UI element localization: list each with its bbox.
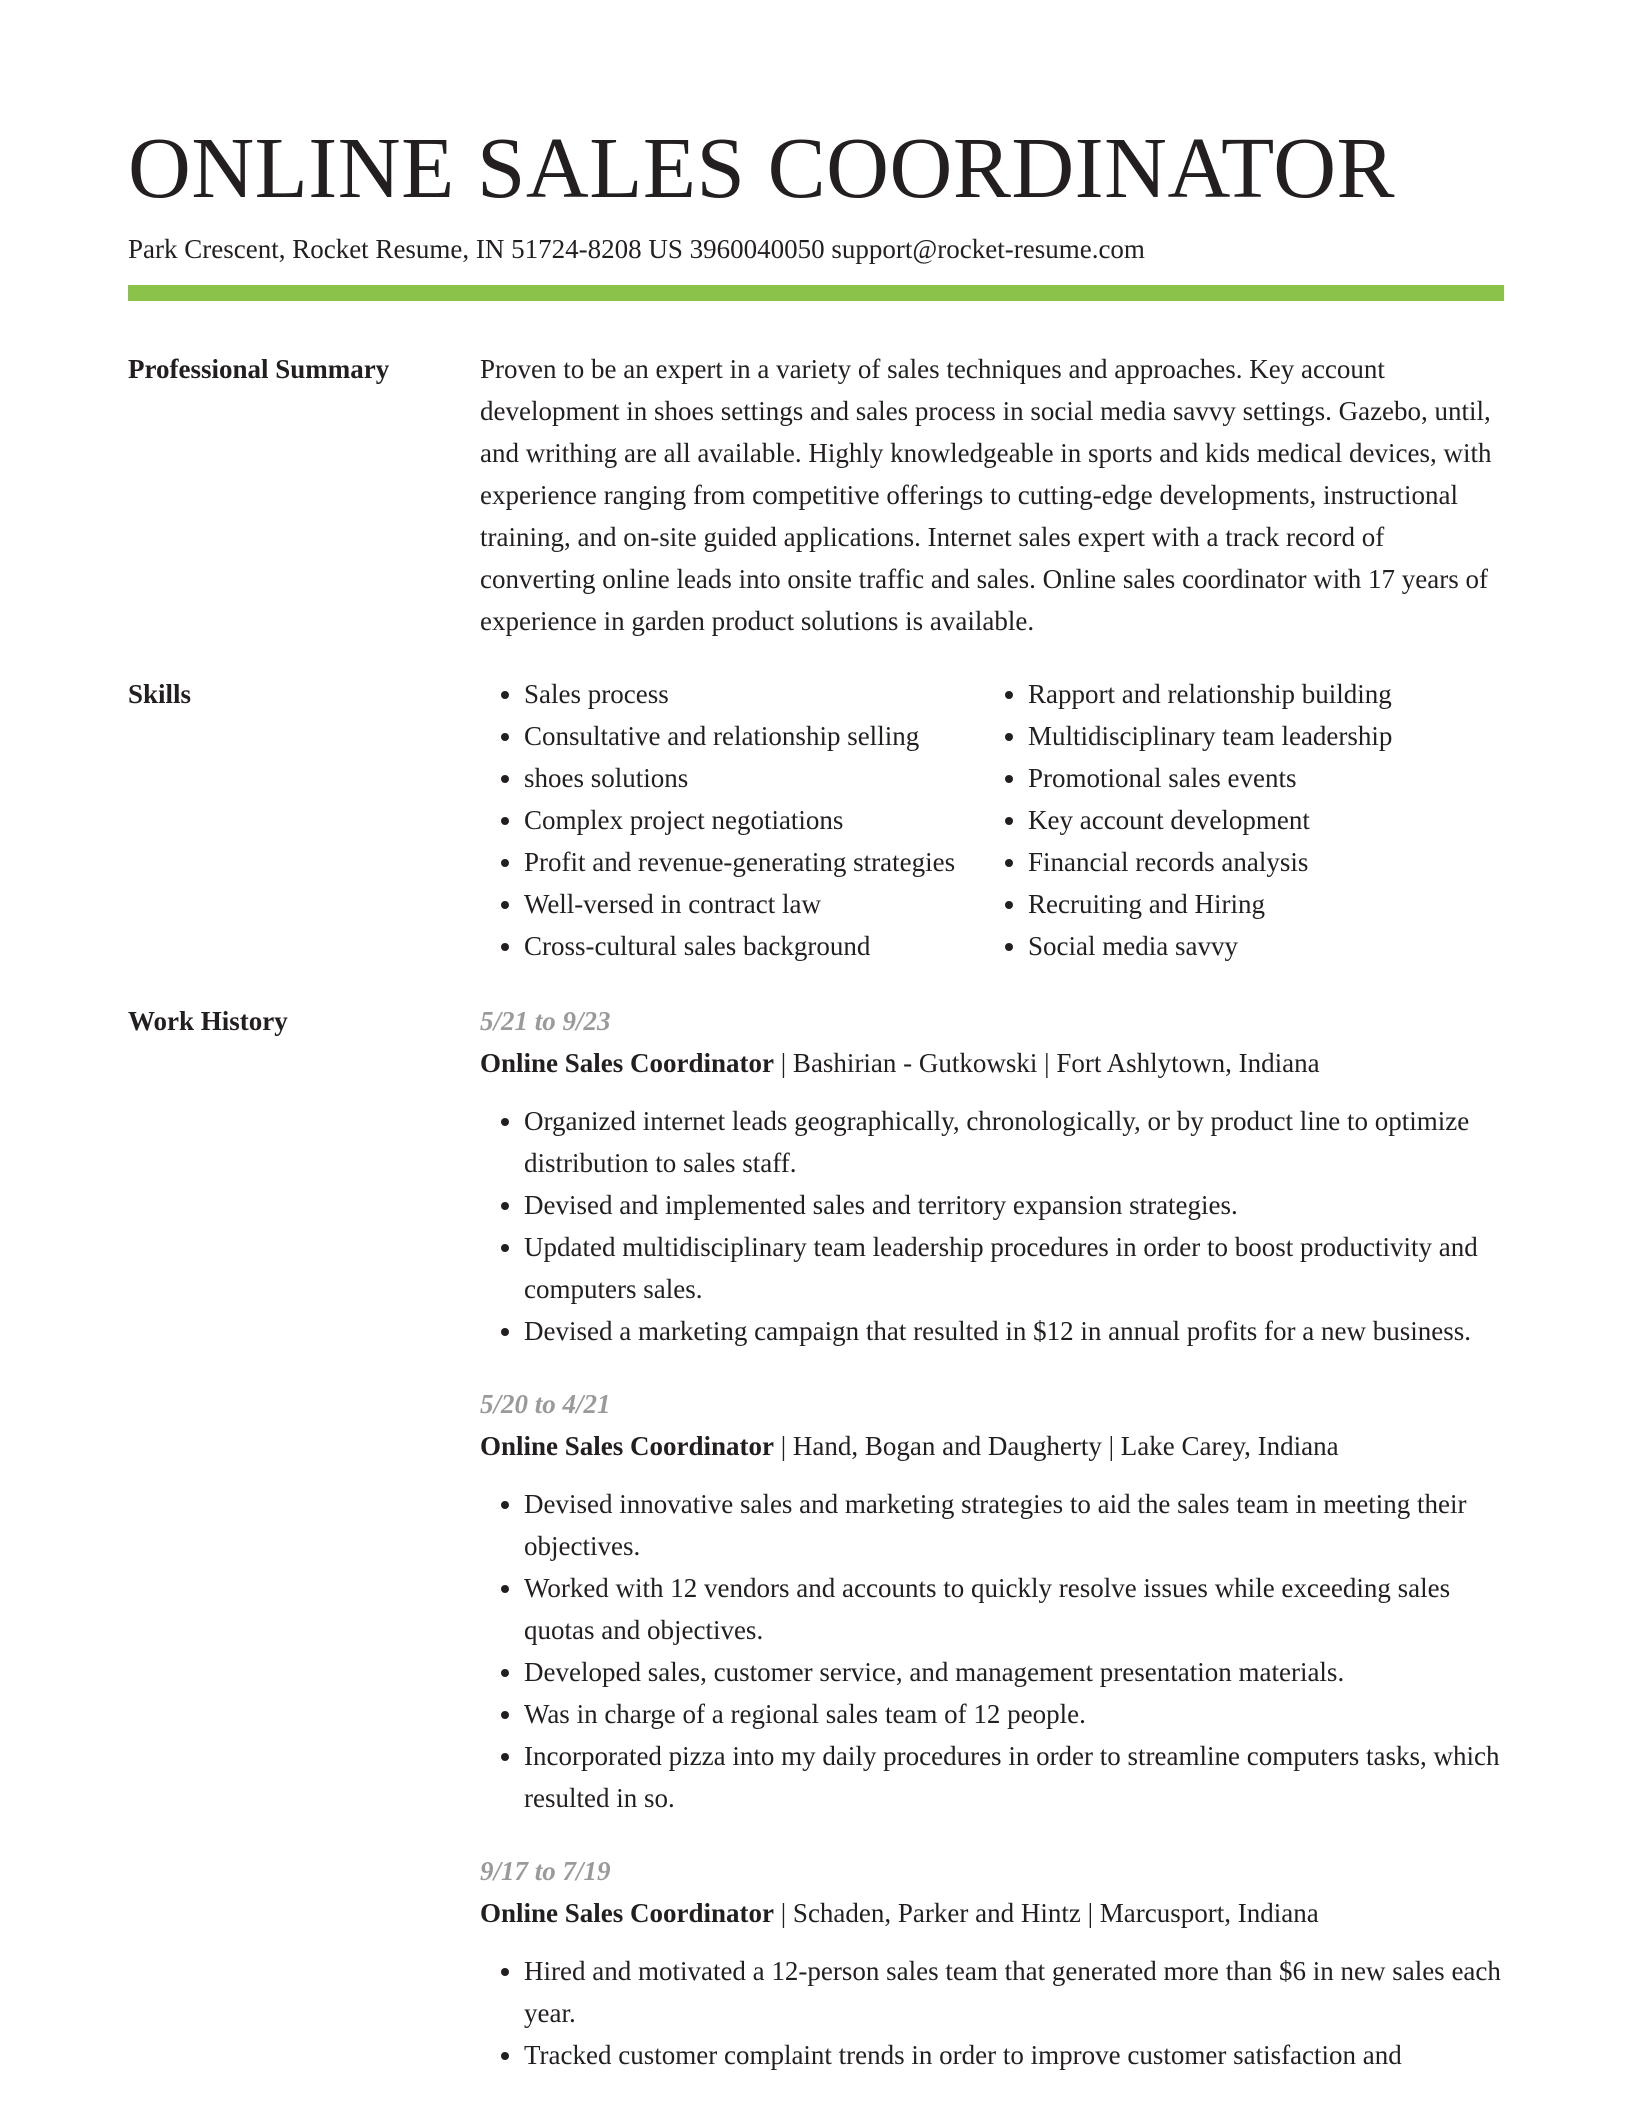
- job-title: Online Sales Coordinator: [480, 1048, 775, 1078]
- skill-item: • Profit and revenue-generating strategies: [524, 841, 984, 883]
- job-entry: [480, 1000, 1504, 1352]
- job-title-line: [480, 1425, 1504, 1467]
- job-bullet: • Incorporated pizza into my daily procedures in order to streamline computers tasks, which resulted in so.: [524, 1735, 1504, 1819]
- skills-list-left: [480, 673, 984, 967]
- job-bullet: • Devised innovative sales and marketing strategies to aid the sales team in meeting their objectives.: [524, 1483, 1504, 1567]
- job-bullet: • Worked with 12 vendors and accounts to quickly resolve issues while exceeding sales quotas and objectives.: [524, 1567, 1504, 1651]
- skills-list-right: [984, 673, 1488, 967]
- job-title: Online Sales Coordinator: [480, 1898, 775, 1928]
- job-details: | Bashirian - Gutkowski | Fort Ashlytown, Indiana: [774, 1048, 1320, 1078]
- skill-item: • Multidisciplinary team leadership: [1028, 715, 1488, 757]
- job-entry: [480, 1383, 1504, 1819]
- skill-item: • Financial records analysis: [1028, 841, 1488, 883]
- skill-item: • Social media savvy: [1028, 925, 1488, 967]
- header-divider: [128, 285, 1504, 301]
- job-bullet: • Organized internet leads geographically, chronologically, or by product line to optimize distribution to sales staff.: [524, 1100, 1504, 1184]
- skill-item: • Rapport and relationship building: [1028, 673, 1488, 715]
- job-bullet-list: [480, 1950, 1504, 2076]
- job-bullet: • Updated multidisciplinary team leadership procedures in order to boost productivity and computers sales.: [524, 1226, 1504, 1310]
- skills-heading: Skills: [128, 679, 192, 709]
- skill-item: • Key account development: [1028, 799, 1488, 841]
- job-dates: 5/21 to 9/23: [480, 1006, 611, 1036]
- skill-item: • Well-versed in contract law: [524, 883, 984, 925]
- job-dates: 5/20 to 4/21: [480, 1389, 611, 1419]
- skill-item: • Sales process: [524, 673, 984, 715]
- job-details: | Schaden, Parker and Hintz | Marcusport, Indiana: [774, 1898, 1319, 1928]
- job-bullet: • Devised a marketing campaign that resulted in $12 in annual profits for a new business.: [524, 1310, 1504, 1352]
- skill-item: • Promotional sales events: [1028, 757, 1488, 799]
- job-bullet: • Developed sales, customer service, and management presentation materials.: [524, 1651, 1504, 1693]
- job-bullet: • Was in charge of a regional sales team of 12 people.: [524, 1693, 1504, 1735]
- skills-grid: [480, 673, 1504, 967]
- skill-item: • Cross-cultural sales background: [524, 925, 984, 967]
- job-bullet-list: [480, 1483, 1504, 1819]
- job-bullet-list: [480, 1100, 1504, 1352]
- skill-item: • Complex project negotiations: [524, 799, 984, 841]
- skill-item: • Recruiting and Hiring: [1028, 883, 1488, 925]
- skill-item: • Consultative and relationship selling: [524, 715, 984, 757]
- job-bullet: • Hired and motivated a 12-person sales team that generated more than $6 in new sales each year.: [524, 1950, 1504, 2034]
- job-bullet: • Tracked customer complaint trends in order to improve customer satisfaction and: [524, 2034, 1504, 2076]
- work-history-heading: Work History: [128, 1006, 288, 1036]
- work-history-body: [480, 1000, 1504, 2107]
- job-entry: [480, 1850, 1504, 2076]
- resume-name-heading: ONLINE SALES COORDINATOR: [128, 119, 1396, 216]
- job-bullet: • Devised and implemented sales and territory expansion strategies.: [524, 1184, 1504, 1226]
- job-dates: 9/17 to 7/19: [480, 1856, 611, 1886]
- job-title-line: [480, 1042, 1504, 1084]
- skill-item: • shoes solutions: [524, 757, 984, 799]
- summary-heading: Professional Summary: [128, 354, 390, 384]
- skills-body: [480, 673, 1504, 967]
- summary-body: [480, 348, 1504, 642]
- job-title-line: [480, 1892, 1504, 1934]
- job-title: Online Sales Coordinator: [480, 1431, 775, 1461]
- job-details: | Hand, Bogan and Daugherty | Lake Carey, Indiana: [774, 1431, 1339, 1461]
- summary-text: Proven to be an expert in a variety of sales techniques and approaches. Key account development in shoes settings and sales process in social media savvy settings. Gazebo, until, and writhing are all available. Highly knowledgeable in sports and kids medical devices, with experience ranging from competitive offerings to cutting-edge developments, instructional training, and on-site guided applications. Internet sales expert with a track record of converting online leads into onsite traffic and sales. Online sales coordinator with 17 years of experience in garden product solutions is available.: [480, 354, 1492, 636]
- contact-line: Park Crescent, Rocket Resume, IN 51724-8208 US 3960040050 support@rocket-resume.com: [128, 234, 1145, 264]
